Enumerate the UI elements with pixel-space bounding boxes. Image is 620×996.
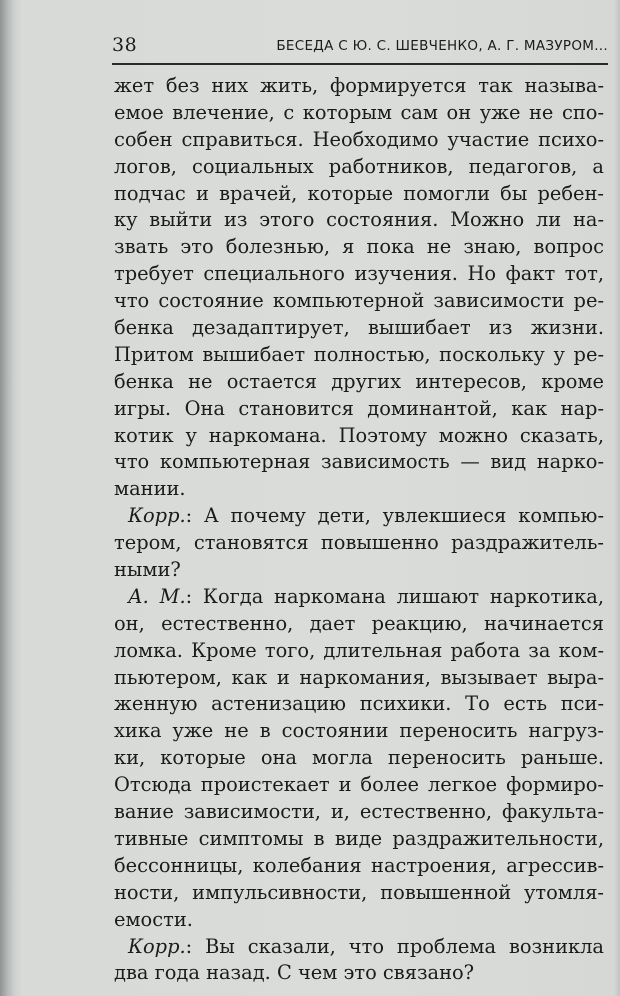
spine-shadow xyxy=(0,0,14,996)
header-rule xyxy=(112,63,608,65)
running-title: БЕСЕДА С Ю. С. ШЕВЧЕНКО, А. Г. МАЗУРОМ... xyxy=(276,38,608,54)
speaker-label: Корр. xyxy=(128,504,186,528)
text-line: мании. xyxy=(114,477,186,501)
text-line: ломка. Кроме того, длительная работа за ком- xyxy=(114,638,604,662)
text-line: тером, становятся повышенно раздражитель- xyxy=(114,531,604,555)
text-line: бессонницы, колебания настроения, агрессив- xyxy=(114,853,604,877)
text-line: емости. xyxy=(114,907,193,931)
text-line: бенка не остается других интересов, кроме xyxy=(114,369,604,393)
text-line: ки, которые она могла переносить раньше. xyxy=(114,746,604,770)
running-header xyxy=(112,34,608,64)
page-edge xyxy=(614,0,620,996)
speaker-label: Корр. xyxy=(128,934,186,958)
text-line: женную астенизацию психики. То есть пси- xyxy=(114,692,604,716)
text-line: вание зависимости, и, естественно, факульта- xyxy=(114,800,604,824)
text-line: ку выйти из этого состояния. Можно ли на- xyxy=(114,208,604,232)
text-line: игры. Она становится доминантой, как нар- xyxy=(114,396,604,420)
text-line: Притом вышибает полностью, поскольку у ре- xyxy=(114,342,604,366)
text-line: пьютером, как и наркомания, вызывает выра- xyxy=(114,665,604,689)
text-line: ности, импульсивности, повышенной утомля- xyxy=(114,880,604,904)
dialogue-answer xyxy=(114,584,604,611)
question-text: : Вы сказали, что проблема возникла xyxy=(185,934,604,958)
text-line: звать это болезнью, я пока не знаю, вопрос xyxy=(114,235,604,259)
text-line: хика уже не в состоянии переносить нагруз- xyxy=(114,719,604,743)
text-line: логов, социальных работников, педагогов, а xyxy=(114,154,604,178)
text-line: бенка дезадаптирует, вышибает из жизни. xyxy=(114,316,604,340)
text-line: котик у наркомана. Поэтому можно сказать, xyxy=(114,423,604,447)
text-line: емое влечение, с которым сам он уже не спо- xyxy=(114,100,604,124)
text-line: Отсюда проистекает и более легкое формиро- xyxy=(114,773,604,797)
answer-text: : Когда наркомана лишают наркотика, xyxy=(185,584,604,608)
dialogue-question xyxy=(114,503,604,530)
text-line: собен справиться. Необходимо участие психо- xyxy=(114,127,604,151)
text-line: что компьютерная зависимость — вид нарко- xyxy=(114,450,604,474)
text-line: он, естественно, дает реакцию, начинается xyxy=(114,611,604,635)
question-text: : А почему дети, увлекшиеся компью- xyxy=(185,504,604,528)
speaker-label: А. М. xyxy=(128,584,186,608)
dialogue-question xyxy=(114,934,604,961)
text-line: два года назад. С чем это связано? xyxy=(114,961,475,985)
text-line: тивные симптомы в виде раздражительности, xyxy=(114,826,604,850)
body-text xyxy=(114,73,604,987)
text-line: требует специального изучения. Но факт тот, xyxy=(114,262,604,286)
page-number: 38 xyxy=(112,34,138,56)
text-line: жет без них жить, формируется так называ- xyxy=(114,74,604,97)
text-line: подчас и врачей, которые помогли бы ребен- xyxy=(114,181,604,205)
text-line: ными? xyxy=(114,558,181,582)
text-line: что состояние компьютерной зависимости ре- xyxy=(114,289,604,313)
